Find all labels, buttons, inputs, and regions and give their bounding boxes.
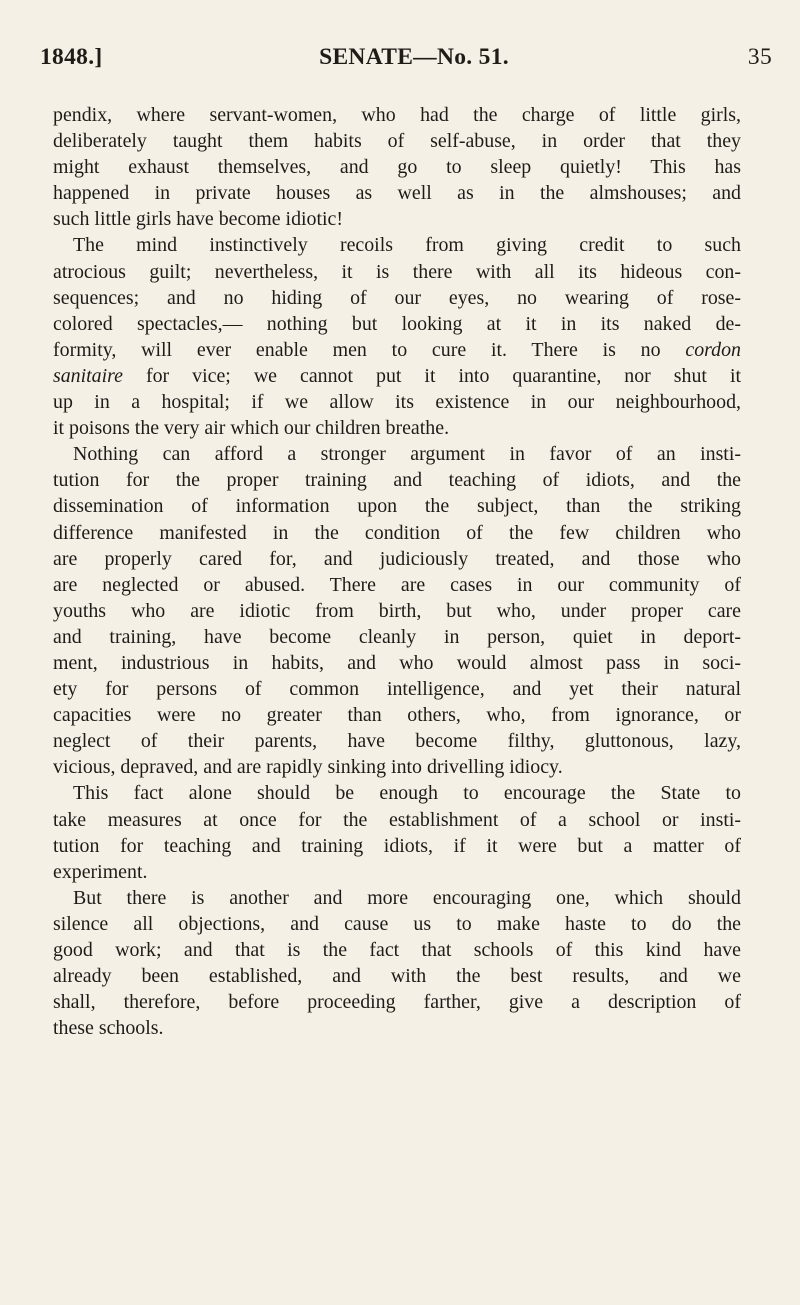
text-line: colored spectacles,— nothing but looking at it in its naked de- [53, 312, 741, 335]
paragraph [53, 441, 741, 780]
text-line: ment, industrious in habits, and who would almost pass in soci- [53, 651, 741, 674]
header-title: SENATE—No. 51. [319, 44, 509, 70]
text-line: sequences; and no hiding of our eyes, no wearing of rose- [53, 286, 741, 309]
paragraph [53, 885, 741, 1042]
text-line: dissemination of information upon the subject, than the striking [53, 495, 741, 518]
paragraph [53, 232, 741, 441]
text-line: Nothing can afford a stronger argument in favor of an insti- [73, 443, 741, 466]
paragraph [53, 102, 741, 232]
text-line: it poisons the very air which our children breathe. [53, 417, 450, 440]
text-line: sanitaire for vice; we cannot put it into quarantine, nor shut it [53, 364, 741, 387]
text-line: deliberately taught them habits of self-abuse, in order that they [53, 130, 741, 153]
text-line: experiment. [53, 860, 148, 883]
text-line: shall, therefore, before proceeding farther, give a description of [53, 991, 741, 1014]
paragraph [53, 780, 741, 884]
text-line: capacities were no greater than others, who, from ignorance, or [53, 704, 741, 727]
text-line: formity, will ever enable men to cure it. There is no cordon [53, 338, 741, 361]
text-line: tution for teaching and training idiots, if it were but a matter of [53, 834, 741, 857]
text-line: already been established, and with the best results, and we [53, 965, 741, 988]
text-line: take measures at once for the establishment of a school or insti- [53, 808, 741, 831]
text-line: might exhaust themselves, and go to sleep quietly! This has [53, 156, 741, 179]
header-year: 1848.] [40, 44, 103, 70]
text-line: vicious, depraved, and are rapidly sinking into drivelling idiocy. [53, 756, 563, 779]
text-line: silence all objections, and cause us to make haste to do the [53, 912, 741, 935]
text-line: pendix, where servant-women, who had the charge of little girls, [53, 104, 741, 126]
text-line: happened in private houses as well as in the almshouses; and [53, 182, 741, 205]
text-line: up in a hospital; if we allow its existence in our neighbourhood, [53, 391, 741, 414]
text-line: difference manifested in the condition of the few children who [53, 521, 741, 544]
text-line: neglect of their parents, have become filthy, gluttonous, lazy, [53, 730, 741, 753]
text-line: The mind instinctively recoils from giving credit to such [73, 234, 741, 257]
text-line: are properly cared for, and judiciously treated, and those who [53, 547, 741, 570]
text-line: But there is another and more encouraging one, which should [73, 886, 741, 909]
text-line: and training, have become cleanly in person, quiet in deport- [53, 625, 741, 648]
text-line: youths who are idiotic from birth, but who, under proper care [53, 599, 741, 622]
text-line: such little girls have become idiotic! [53, 208, 343, 231]
running-header [40, 44, 772, 80]
text-line: atrocious guilt; nevertheless, it is there with all its hideous con- [53, 260, 741, 283]
body-text [53, 102, 741, 1041]
text-line: ety for persons of common intelligence, and yet their natural [53, 678, 741, 701]
text-line: This fact alone should be enough to encourage the State to [73, 782, 741, 805]
text-line: tution for the proper training and teaching of idiots, and the [53, 469, 741, 492]
header-page-number: 35 [747, 44, 772, 70]
text-line: good work; and that is the fact that schools of this kind have [53, 939, 741, 961]
text-line: are neglected or abused. There are cases in our community of [53, 573, 741, 596]
text-line: these schools. [53, 1017, 164, 1040]
